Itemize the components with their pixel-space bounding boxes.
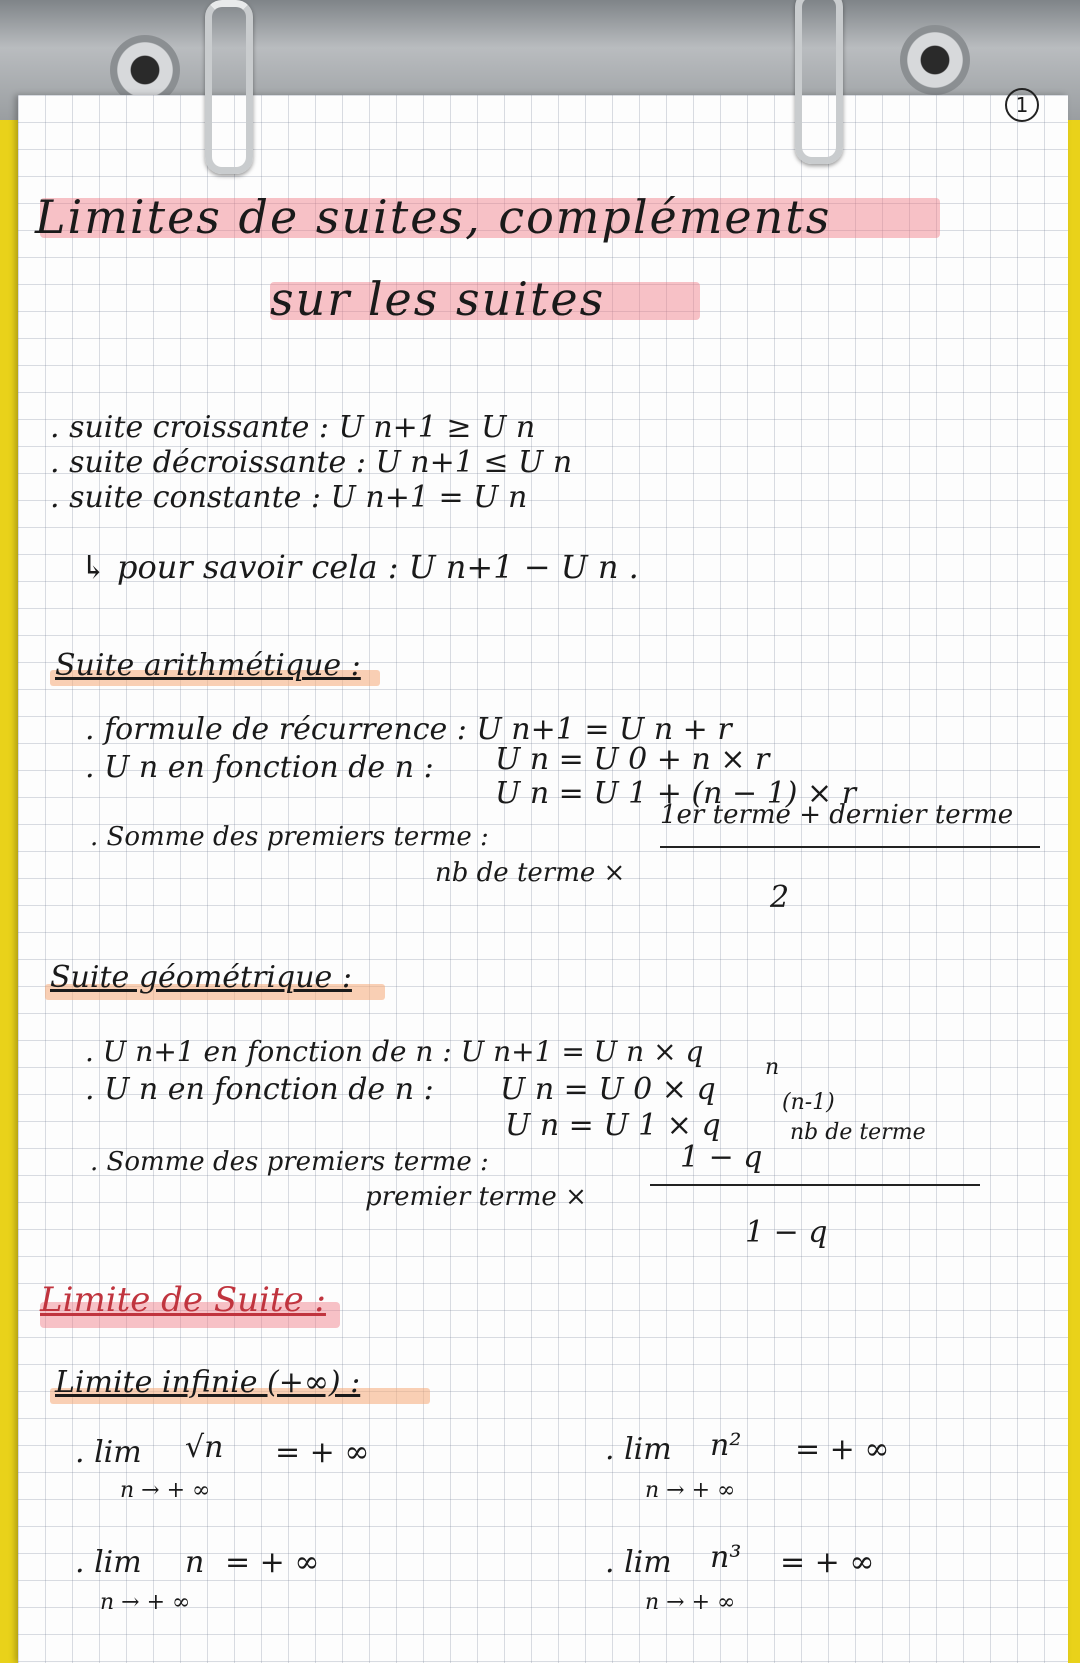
limit-subheading: Limite infinie (+∞) :	[55, 1365, 361, 1400]
arith-sum-prefix: nb de terme ×	[435, 858, 626, 888]
geo-fn-eq1-exponent: n	[765, 1055, 780, 1080]
arith-sum-denominator: 2	[770, 880, 790, 915]
variation-constant: . suite constante : U n+1 = U n	[50, 480, 528, 515]
geo-sum-label: . Somme des premiers terme :	[90, 1147, 489, 1177]
geo-sum-prefix: premier terme ×	[365, 1182, 587, 1212]
limit-3-under: n → + ∞	[100, 1590, 191, 1615]
arith-fn-eq1: U n = U 0 + n × r	[495, 742, 770, 777]
limit-2-lim: . lim	[605, 1432, 672, 1467]
geo-sum-denominator: 1 − q	[745, 1215, 828, 1250]
limit-4-expr: n³	[710, 1540, 742, 1575]
limit-4-lim: . lim	[605, 1545, 672, 1580]
arith-fraction-bar	[660, 846, 1040, 848]
geo-fn-eq2: U n = U 1 × q	[505, 1108, 721, 1143]
limit-heading: Limite de Suite :	[40, 1280, 326, 1320]
limit-1-lim: . lim	[75, 1435, 142, 1470]
limit-3-lim: . lim	[75, 1545, 142, 1580]
variation-hint: ↳ pour savoir cela : U n+1 − U n .	[80, 548, 639, 586]
arith-fn-label: . U n en fonction de n :	[85, 750, 434, 785]
arith-sum-label: . Somme des premiers terme :	[90, 822, 489, 852]
geo-sum-num-exponent: nb de terme	[790, 1120, 926, 1145]
variation-increasing: . suite croissante : U n+1 ≥ U n	[50, 410, 536, 445]
title-line-1: Limites de suites, compléments	[35, 190, 832, 244]
variation-decreasing: . suite décroissante : U n+1 ≤ U n	[50, 445, 573, 480]
geo-fn-eq1: U n = U 0 × q	[500, 1072, 716, 1107]
arith-fn-eq2: U n = U 1 + (n − 1) × r	[495, 776, 857, 811]
title-line-2: sur les suites	[270, 272, 606, 326]
geo-sum-numerator: 1 − q	[680, 1140, 763, 1175]
arith-sum-numerator: 1er terme + dernier terme	[660, 800, 1014, 830]
limit-1-under: n → + ∞	[120, 1478, 211, 1503]
limit-2-result: = + ∞	[795, 1432, 890, 1467]
geo-fn-label: . U n en fonction de n :	[85, 1072, 434, 1107]
limit-1-result: = + ∞	[275, 1435, 370, 1470]
geo-recurrence: . U n+1 en fonction de n : U n+1 = U n × q	[85, 1035, 704, 1068]
limit-2-under: n → + ∞	[645, 1478, 736, 1503]
geo-heading: Suite géométrique :	[50, 960, 352, 995]
geo-fraction-bar	[650, 1184, 980, 1186]
arith-recurrence: . formule de récurrence : U n+1 = U n + r	[85, 712, 732, 747]
limit-4-under: n → + ∞	[645, 1590, 736, 1615]
limit-2-expr: n²	[710, 1428, 742, 1463]
limit-4-result: = + ∞	[780, 1545, 875, 1580]
geo-fn-eq2-exponent: (n-1)	[782, 1090, 835, 1115]
limit-3-result: = + ∞	[225, 1545, 320, 1580]
limit-1-expr: √n	[185, 1430, 224, 1465]
page-number: 1	[1005, 88, 1039, 122]
arith-heading: Suite arithmétique :	[55, 648, 361, 683]
limit-3-expr: n	[185, 1545, 205, 1580]
